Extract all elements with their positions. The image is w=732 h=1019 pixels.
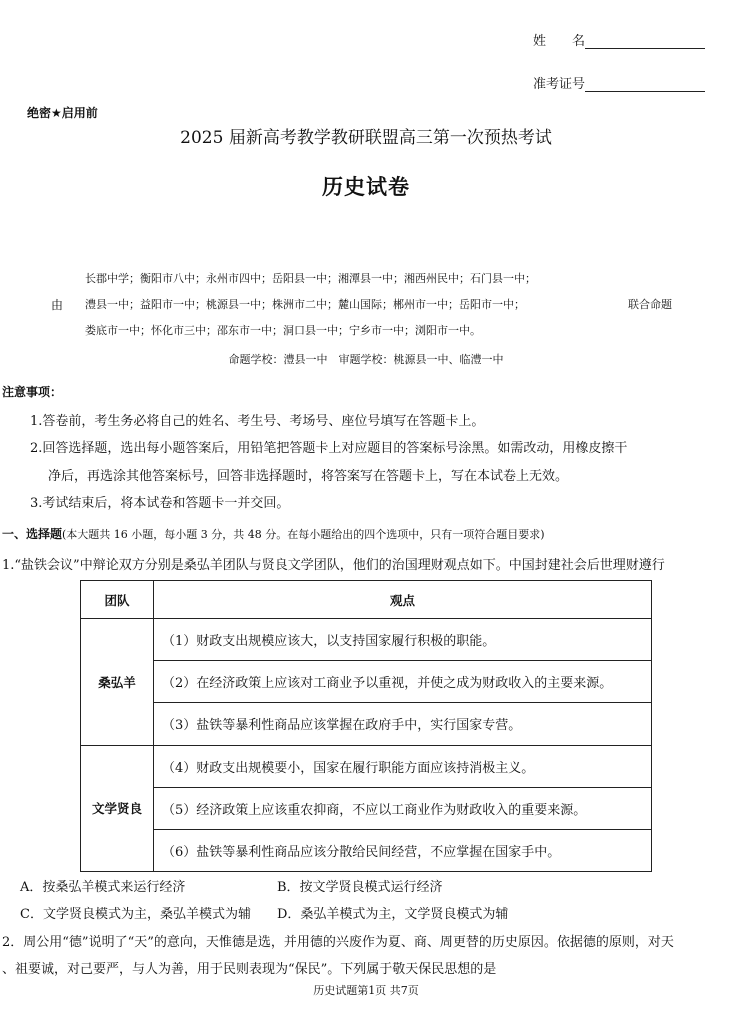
q1-option-c: C．文学贤良模式为主，桑弘羊模式为辅 — [20, 907, 251, 922]
table-row — [81, 829, 652, 871]
table-row — [81, 661, 652, 703]
q1-option-d: D．桑弘羊模式为主，文学贤良模式为辅 — [277, 907, 509, 922]
q2-line-2: 、祖要诚，对己要严，与人为善，用于民则表现为“保民”。下列属于敬天保民思想的是 — [2, 962, 497, 977]
team-cell-sang: 桑弘羊 — [81, 619, 154, 745]
exam-id-blank — [585, 77, 705, 92]
view-cell: （2）在经济政策上应该对工商业予以重视，并使之成为财政收入的主要来源。 — [154, 661, 652, 703]
q1-option-b: B．按文学贤良模式运行经济 — [277, 880, 443, 895]
section-heading — [2, 525, 545, 542]
notice-title: 注意事项： — [2, 385, 63, 399]
page-footer: 历史试题第1页 共7页 — [313, 984, 419, 997]
table-head-team: 团队 — [81, 581, 154, 619]
schools-you: 由 — [51, 298, 64, 312]
q2-line-1: 2．周公用“德”说明了“天”的意向，天惟德是选，并用德的兴废作为夏、商、周更替的历史原因。依据德的原则，对天 — [2, 935, 674, 950]
exam-id-field — [533, 73, 705, 92]
view-cell: （1）财政支出规模应该大，以支持国家履行积极的职能。 — [154, 619, 652, 661]
view-cell: （6）盐铁等暴利性商品应该分散给民间经营，不应掌握在国家手中。 — [154, 829, 652, 871]
schools-line-1: 长郡中学；衡阳市八中；永州市四中；岳阳县一中；湘潭县一中；湘西州民中；石门县一中； — [85, 272, 536, 285]
section-title: 一、选择题 — [2, 527, 63, 541]
team-cell-xianliang: 文学贤良 — [81, 745, 154, 872]
view-cell: （3）盐铁等暴利性商品应该掌握在政府手中，实行国家专营。 — [154, 703, 652, 745]
q1-views-table — [80, 580, 652, 872]
q1-stem: 1.“盐铁会议”中辩论双方分别是桑弘羊团队与贤良文学团队，他们的治国理财观点如下。中国封建社会后世理财遵行 — [2, 558, 665, 573]
notice-item-3: 3.考试结束后，将本试卷和答题卡一并交回。 — [30, 496, 290, 511]
table-header-row — [81, 581, 652, 619]
schools-makers: 命题学校：澧县一中 审题学校：桃源县一中、临澧一中 — [228, 353, 504, 366]
table-row — [81, 787, 652, 829]
notice-item-2-cont: 净后，再选涂其他答案标号，回答非选择题时，将答案写在答题卡上，写在本试卷上无效。 — [48, 469, 569, 484]
notice-item-1: 1.答卷前，考生务必将自己的姓名、考生号、考场号、座位号填写在答题卡上。 — [30, 414, 485, 429]
table-row — [81, 703, 652, 745]
secret-mark: 绝密★启用前 — [27, 106, 98, 120]
exam-id-label: 准考证号 — [533, 77, 586, 92]
notice-item-2: 2.回答选择题，选出每小题答案后，用铅笔把答题卡上对应题目的答案标号涂黑。如需改动，用橡皮擦干 — [30, 441, 628, 456]
table-head-view: 观点 — [154, 581, 652, 619]
name-field — [533, 30, 705, 49]
q1-option-a: A．按桑弘羊模式来运行经济 — [20, 880, 186, 895]
table-row — [81, 745, 652, 787]
schools-joint: 联合命题 — [628, 298, 672, 311]
schools-line-2: 澧县一中；益阳市一中；桃源县一中；株洲市二中；麓山国际；郴州市一中；岳阳市一中； — [85, 298, 525, 311]
paper-subtitle: 历史试卷 — [322, 175, 410, 199]
name-label: 姓 名 — [533, 34, 586, 49]
table-row — [81, 619, 652, 661]
name-blank — [585, 34, 705, 49]
section-desc: (本大题共 16 小题，每小题 3 分，共 48 分。在每小题给出的四个选项中，只有一项符合题目要求) — [62, 528, 545, 541]
view-cell: （4）财政支出规模要小，国家在履行职能方面应该持消极主义。 — [154, 745, 652, 787]
schools-line-3: 娄底市一中；怀化市三中；邵东市一中；洞口县一中；宁乡市一中；浏阳市一中。 — [85, 324, 481, 337]
exam-title: 2025 届新高考教学教研联盟高三第一次预热考试 — [180, 128, 552, 148]
view-cell: （5）经济政策上应该重农抑商，不应以工商业作为财政收入的重要来源。 — [154, 787, 652, 829]
